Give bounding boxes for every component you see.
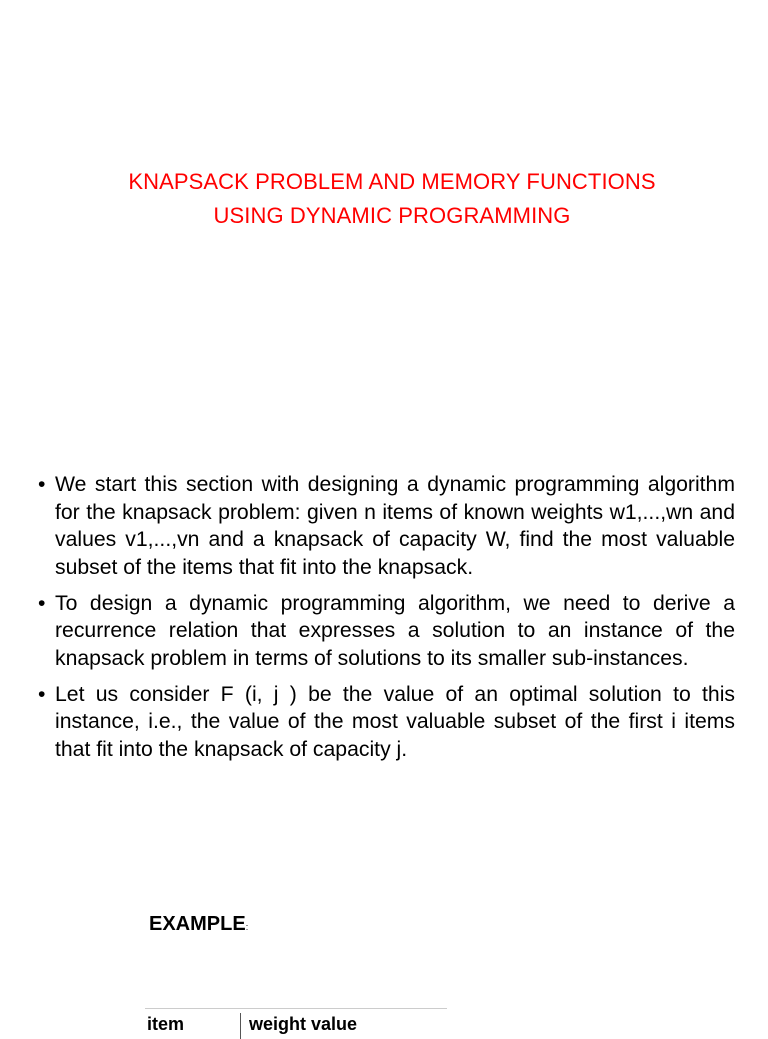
slide-title — [0, 165, 768, 233]
bullet-text: To design a dynamic programming algorithm, we need to derive a recurrence relation that expresses a solution to an instance of the knapsack problem in terms of solutions to its smaller sub-instances. — [55, 591, 735, 670]
bullet-item — [38, 590, 735, 673]
title-line-2: USING DYNAMIC PROGRAMMING — [213, 203, 571, 228]
example-label-text: EXAMPLE — [149, 913, 246, 935]
bullet-icon: • — [38, 591, 46, 615]
table-header-weight: weight — [249, 1014, 306, 1034]
bullet-icon: • — [38, 473, 46, 496]
table-header-item: item — [147, 1014, 185, 1034]
bullet-list — [38, 471, 735, 772]
table-header-weight-value — [249, 1014, 357, 1035]
bullet-text: Let us consider F (i, j ) be the value of an optimal solution to this instance, i.e., the value of the most valuable subset of the first i items that fit into the knapsack of capacity j. — [55, 682, 735, 761]
example-heading — [149, 913, 248, 936]
table-header-value: value — [311, 1014, 358, 1034]
bullet-text: We start this section with designing a dynamic programming algorithm for the knapsack problem: given n items of known weights w1,...,wn and values v1,...,vn and a knapsack of capacity W, find the most valuable subset of the items that fit into the knapsack. — [55, 473, 735, 579]
title-line-1: KNAPSACK PROBLEM AND MEMORY FUNCTIONS — [128, 169, 656, 194]
table-divider — [240, 1013, 241, 1039]
bullet-item — [38, 681, 735, 764]
bullet-icon: • — [38, 682, 46, 706]
example-colon: : — [245, 922, 249, 932]
bullet-item — [38, 471, 735, 581]
